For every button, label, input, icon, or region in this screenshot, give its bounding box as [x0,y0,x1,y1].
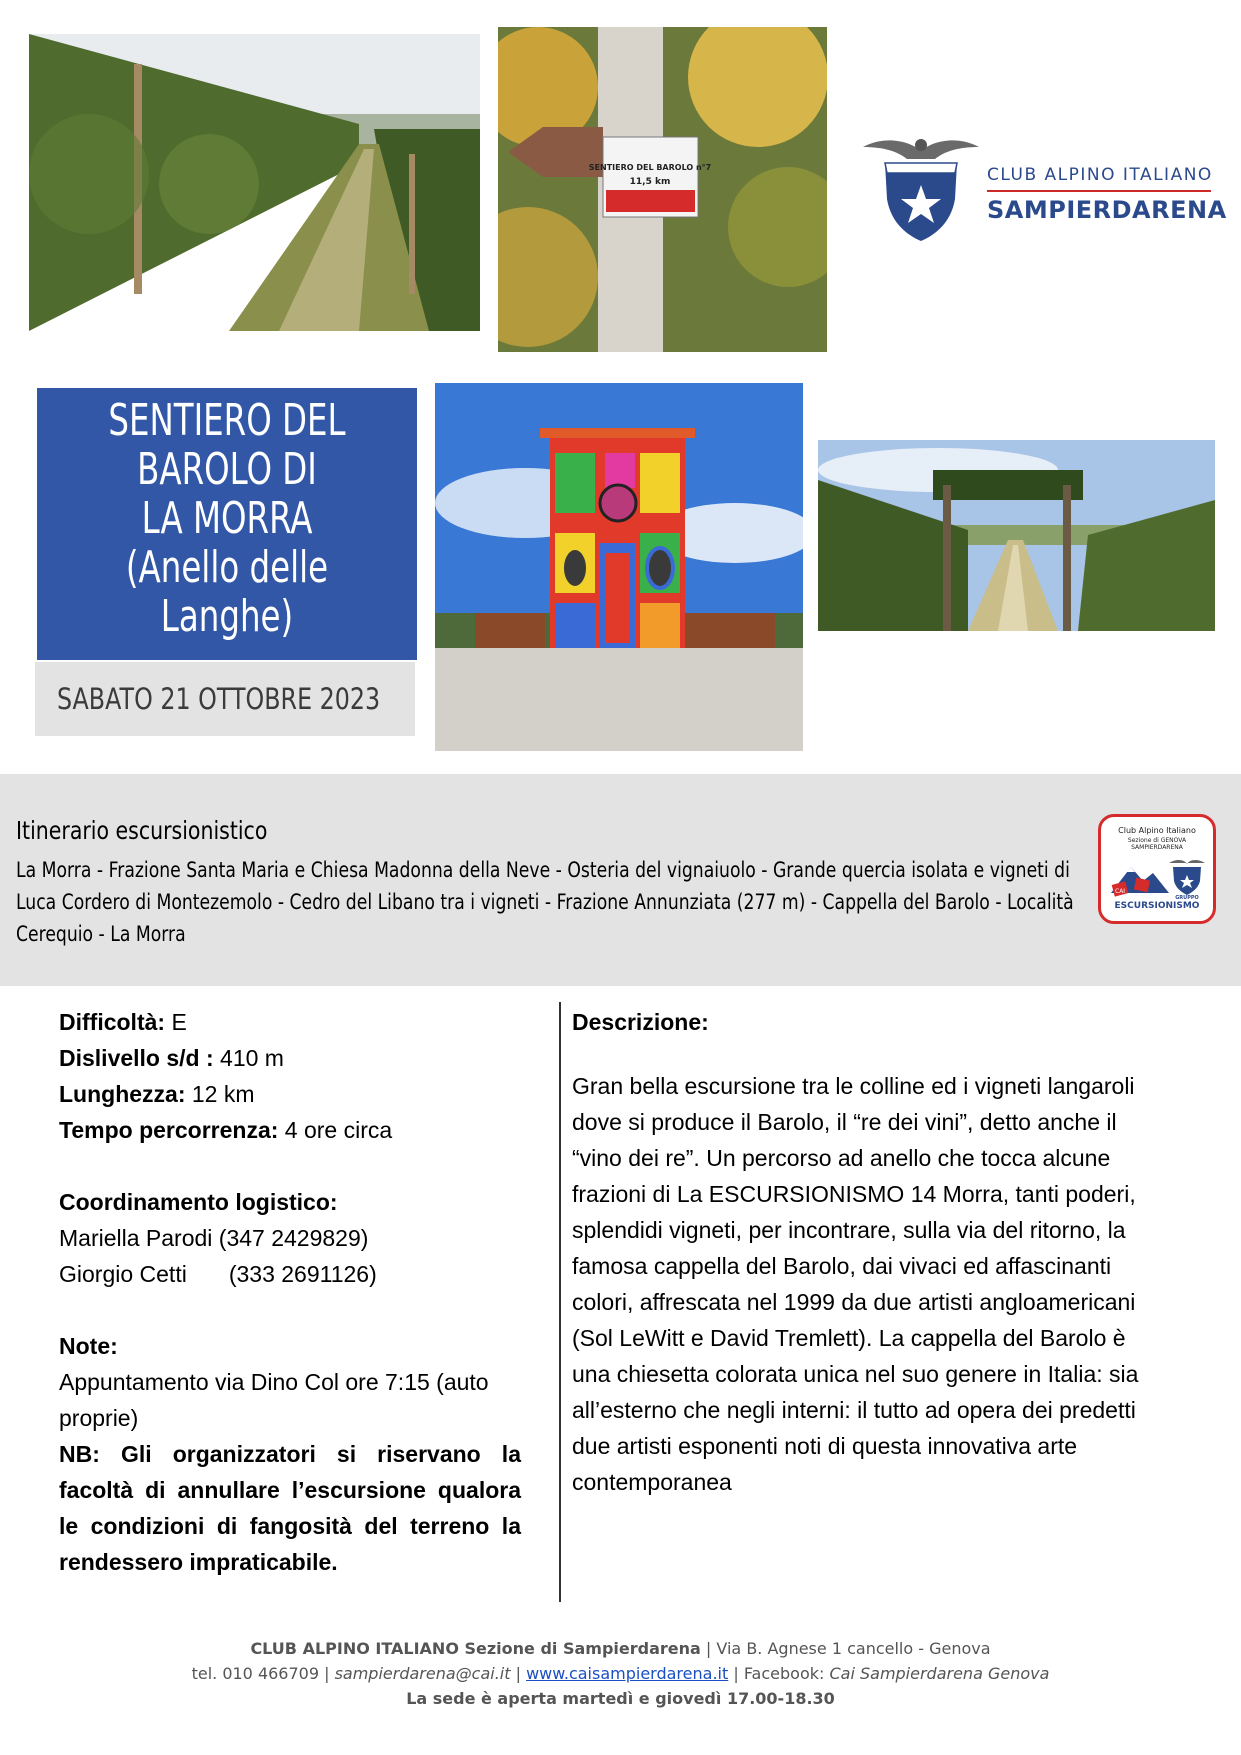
logo-rule [987,190,1211,192]
description-title: Descrizione: [572,1009,709,1035]
mountain-flag-icon [1109,853,1205,899]
time-label: Tempo percorrenza: [59,1117,279,1143]
footer-line-2 [0,1661,1241,1686]
notes-nb: NB: Gli organizzatori si riservano la facoltà di annullare l’escursione qualora le condizioni di fangosità del terreno la rendessero impraticabile. [59,1441,521,1575]
difficulty-row [59,1004,521,1040]
page-title: SENTIERO DEL BAROLO DI LA MORRA (Anello delle Langhe) [108,395,346,642]
difficulty-label: Difficoltà: [59,1009,166,1035]
footer-website-link[interactable]: www.caisampierdarena.it [526,1664,729,1683]
length-row [59,1076,521,1112]
sign-text-2: 11,5 km [629,177,671,187]
details-column [59,1004,521,1580]
trail-sign-photo [498,27,827,352]
coordinator-1: Mariella Parodi (347 2429829) [59,1225,369,1251]
itinerary-heading: Itinerario escursionistico [16,816,268,845]
vineyard-row-photo [29,34,480,331]
description-column [572,1004,1172,1500]
badge-sub-text [1101,837,1213,851]
badge-cai-text: CAI [1115,888,1126,895]
difficulty-value: E [165,1009,187,1035]
column-divider [559,1002,561,1602]
date-box [35,662,415,736]
barolo-chapel-photo [435,383,803,751]
coordinator-2 [59,1256,521,1292]
notes-meeting: Appuntamento via Dino Col ore 7:15 (auto proprie) [59,1369,489,1431]
time-row [59,1112,521,1148]
badge-label: ESCURSIONISMO [1114,901,1200,911]
footer-line-1 [0,1636,1241,1661]
badge-gruppo-text: GRUPPO [1175,895,1199,899]
footer-hours: La sede è aperta martedì e giovedì 17.00-18.30 [406,1689,835,1708]
title-box [37,388,417,660]
length-label: Lunghezza: [59,1081,186,1107]
vineyard-pergola-photo [818,440,1215,631]
logo-line2: SAMPIERDARENA [987,196,1227,224]
coordination-label: Coordinamento logistico: [59,1189,338,1215]
footer-sep: | [510,1664,527,1683]
footer [0,1636,1241,1711]
itinerary-band [0,774,1241,986]
badge-sub2: SAMPIERDARENA [1131,844,1183,851]
cai-eagle-shield-icon [855,133,987,243]
length-value: 12 km [185,1081,255,1107]
elevation-row [59,1040,521,1076]
badge-top-text: Club Alpino Italiano [1118,826,1196,835]
elevation-value: 410 m [213,1045,284,1071]
logo-line1: CLUB ALPINO ITALIANO [987,165,1213,185]
escursionismo-badge [1098,814,1216,924]
description-body: Gran bella escursione tra le colline ed i vigneti langaroli dove si produce il Barolo, il “re dei vini”, detto anche il “vino dei re”. Un percorso ad anello che tocca alcune frazioni di La ESCURSIONISMO 14 Morra, tanti poderi, splendidi vigneti, per incontrare, sulla via del ritorno, la famosa cappella del Barolo, dai vivaci ed affascinanti colori, affrescata nel 1999 da due artisti angloamericani (Sol LeWitt e David Tremlett). La cappella del Barolo è una chiesetta colorata unica nel suo genere in Italia: sia all’esterno che negli interni: il tutto ad opera dei predetti due artisti esponenti noti di questa innovativa arte contemporanea [572,1073,1139,1495]
sign-text-1: SENTIERO DEL BAROLO n°7 [588,163,712,172]
coordinator-2-phone: (333 2691126) [228,1261,377,1287]
notes-label: Note: [59,1333,118,1359]
footer-email[interactable]: sampierdarena@cai.it [334,1664,511,1683]
time-value: 4 ore circa [278,1117,393,1143]
elevation-label: Dislivello s/d : [59,1045,214,1071]
cai-sampierdarena-logo [855,133,1227,243]
footer-org: CLUB ALPINO ITALIANO Sezione di Sampierdarena [250,1639,701,1658]
event-date: SABATO 21 OTTOBRE 2023 [57,682,381,716]
footer-address: | Via B. Agnese 1 cancello - Genova [700,1639,991,1658]
badge-sub1: Sezione di GENOVA [1127,837,1187,844]
footer-tel: tel. 010 466709 | [191,1664,335,1683]
itinerary-text: La Morra - Frazione Santa Maria e Chiesa Madonna della Neve - Osteria del vignaiuolo - Grande quercia isolata e vigneti di Luca Cordero di Montezemolo - Cedro del Libano tra i vigneti - Frazione Annunziata (277 m) - Cappella del Barolo - Località Cerequio - La Morra [16,858,1074,946]
footer-facebook-label: | Facebook: [728,1664,830,1683]
footer-facebook[interactable]: Cai Sampierdarena Genova [829,1664,1050,1683]
coordinator-2-name: Giorgio Cetti [59,1261,187,1287]
